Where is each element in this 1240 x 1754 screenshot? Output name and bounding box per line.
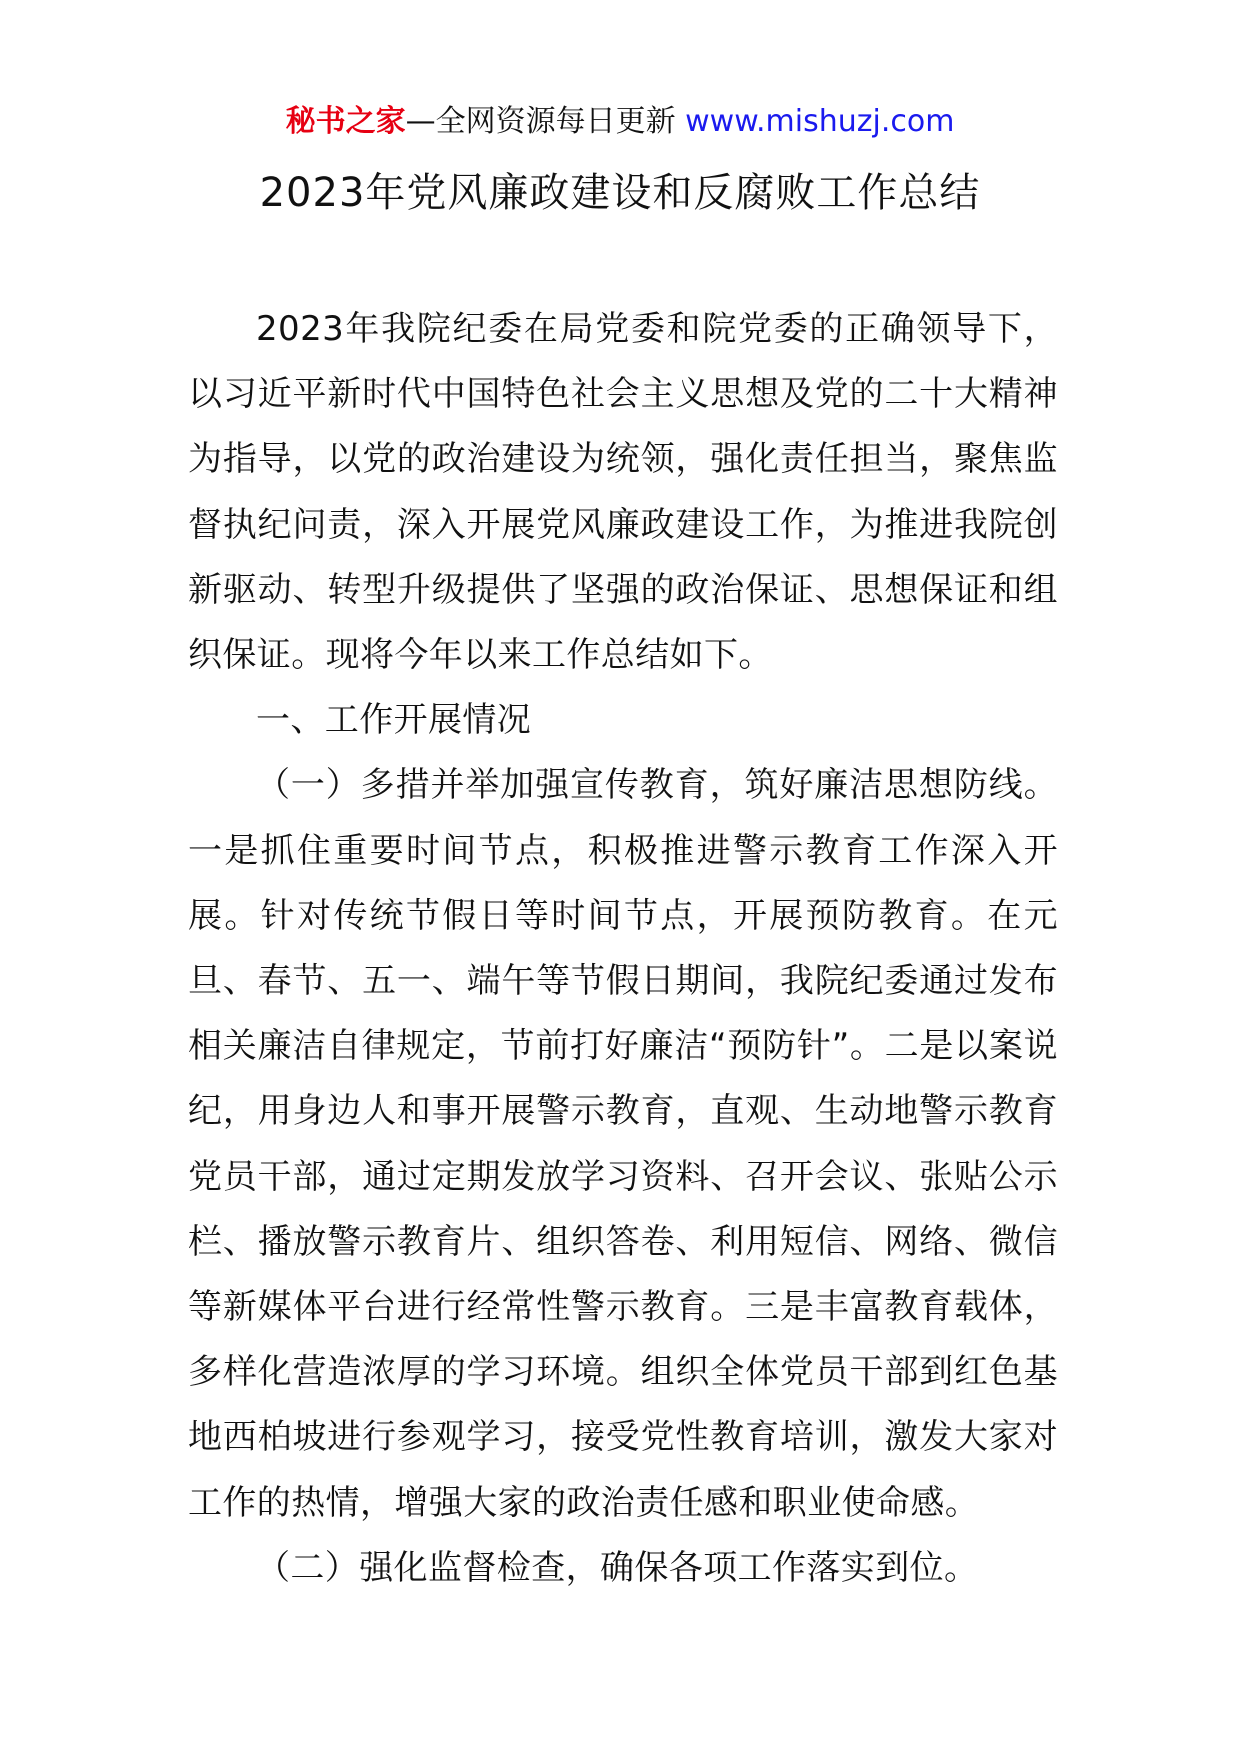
document-title: 2023年党风廉政建设和反腐败工作总结: [259, 170, 981, 216]
brand-name: 秘书之家: [285, 104, 406, 139]
intro-paragraph: 2023年我院纪委在局党委和院党委的正确领导下，以习近平新时代中国特色社会主义思想及党的二十大精神为指导，以党的政治建设为统领，强化责任担当，聚焦监督执纪问责，深入开展党风廉政建设工作，为推进我院创新驱动、转型升级提供了坚强的政治保证、思想保证和组织保证。现将今年以来工作总结如下。: [188, 309, 1058, 676]
subsection-heading: （二）强化监督检查，确保各项工作落实到位。: [256, 1547, 979, 1588]
watermark-header: [0, 102, 1240, 142]
website-link[interactable]: www.mishuzj.com: [685, 104, 955, 139]
section-heading: 一、工作开展情况: [256, 700, 532, 741]
document-body: [188, 297, 1058, 1601]
subsection-paragraph: （一）多措并举加强宣传教育，筑好廉洁思想防线。一是抓住重要时间节点，积极推进警示教育工作深入开展。针对传统节假日等时间节点，开展预防教育。在元旦、春节、五一、端午等节假日期间，我院纪委通过发布相关廉洁自律规定，节前打好廉洁“预防针”。二是以案说纪，用身边人和事开展警示教育，直观、生动地警示教育党员干部，通过定期发放学习资料、召开会议、张贴公示栏、播放警示教育片、组织答卷、利用短信、网络、微信等新媒体平台进行经常性警示教育。三是丰富教育载体，多样化营造浓厚的学习环境。组织全体党员干部到红色基地西柏坡进行参观学习，接受党性教育培训，激发大家对工作的热情，增强大家的政治责任感和职业使命感。: [188, 765, 1058, 1523]
header-tagline: —全网资源每日更新: [405, 104, 676, 139]
